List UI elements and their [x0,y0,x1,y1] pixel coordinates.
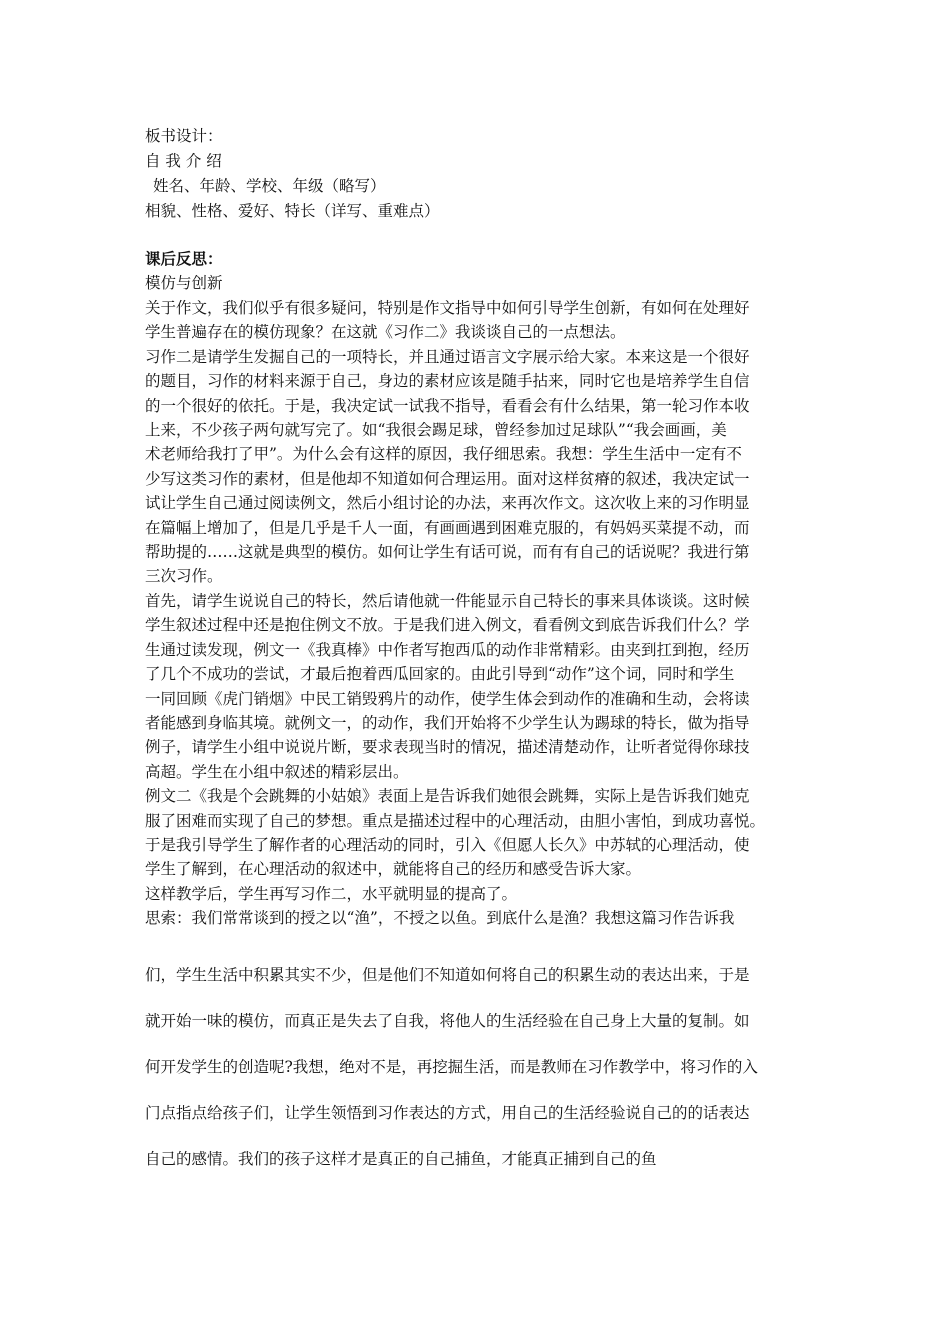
paragraph-5 [145,882,815,906]
board-design-title: 板书设计： [145,127,223,145]
text-line: 例子，请学生小组中说说片断，要求表现当时的情况，描述清楚动作，让听者觉得你球技 [145,738,750,757]
reflection-section [145,246,815,1182]
text-line: 门点指点给孩子们，让学生领悟到习作表达的方式，用自己的生活经验说自己的的话表达 [145,1104,750,1123]
text-line: 试让学生自己通过阅读例文，然后小组讨论的办法，来再次作文。这次收上来的习作明显 [145,494,750,513]
text-line: 帮助提的……这就是典型的模仿。如何让学生有话可说，而有有自己的话说呢？我进行第 [145,543,750,562]
document-page [145,124,815,1182]
text-line: 上来，不少孩子两句就写完了。如“我很会踢足球，曾经参加过足球队”“我会画画，美 [145,421,727,440]
text-line: 了几个不成功的尝试，才最后抱着西瓜回家的。由此引导到“动作”这个词，同时和学生 [145,665,735,684]
text-line: 的一个很好的依托。于是，我决定试一试我不指导，看看会有什么结果，第一轮习作本收 [145,396,750,415]
paragraph-6 [145,906,815,1182]
reflection-subtitle: 模仿与创新 [145,274,223,292]
text-line: 首先，请学生说说自己的特长，然后请他就一件能显示自己特长的事来具体谈谈。这时候 [145,591,750,610]
text-line: 服了困难而实现了自己的梦想。重点是描述过程中的心理活动，由胆小害怕，到成功喜悦。 [145,811,766,830]
text-line: 学生叙述过程中还是抱住例文不放。于是我们进入例文，看看例文到底告诉我们什么？学 [145,616,750,635]
paragraph-4 [145,784,815,882]
text-line: 三次习作。 [145,567,223,586]
text-line: 学生普遍存在的模仿现象？在这就《习作二》我谈谈自己的一点想法。 [145,323,626,342]
paragraph-3 [145,589,815,784]
text-line: 的题目，习作的材料来源于自己，身边的素材应该是随手拈来，同时它也是培养学生自信 [145,372,750,391]
reflection-title: 课后反思： [145,249,223,268]
text-line: 们，学生生活中积累其实不少，但是他们不知道如何将自己的积累生动的表达出来，于是 [145,966,750,985]
text-line: 自己的感情。我们的孩子这样才是真正的自己捕鱼，才能真正捕到自己的鱼 [145,1150,657,1169]
board-design-heading: 自 我 介 绍 [145,152,222,170]
text-line: 生通过读发现，例文一《我真棒》中作者写抱西瓜的动作非常精彩。由夹到扛到抱，经历 [145,640,750,659]
text-line: 何开发学生的创造呢?我想，绝对不是，再挖掘生活，而是教师在习作教学中，将习作的入 [145,1058,758,1077]
text-line: 这样教学后，学生再写习作二，水平就明显的提高了。 [145,884,518,903]
paragraph-2 [145,345,815,589]
text-line: 关于作文，我们似乎有很多疑问，特别是作文指导中如何引导学生创新，有如何在处理好 [145,299,750,317]
board-design-section [145,124,815,224]
text-line: 术老师给我打了甲”。为什么会有这样的原因，我仔细思索。我想：学生生活中一定有不 [145,445,742,464]
text-line: 一同回顾《虎门销烟》中民工销毁鸦片的动作，使学生体会到动作的准确和生动，会将读 [145,689,750,708]
text-line: 高超。学生在小组中叙述的精彩层出。 [145,762,409,781]
text-line: 在篇幅上增加了，但是几乎是千人一面，有画画遇到困难克服的，有妈妈买菜提不动，而 [145,518,750,537]
board-design-brief: 姓名、年龄、学校、年级（略写） [153,177,386,195]
text-line: 少写这类习作的素材，但是他却不知道如何合理运用。面对这样贫瘠的叙述，我决定试一 [145,469,750,488]
text-line: 学生了解到，在心理活动的叙述中，就能将自己的经历和感受告诉大家。 [145,860,642,879]
section-gap [145,224,815,246]
text-line: 者能感到身临其境。就例文一，的动作，我们开始将不少学生认为踢球的特长，做为指导 [145,713,750,732]
board-design-detail: 相貌、性格、爱好、特长（详写、重难点） [145,202,440,220]
text-line: 就开始一味的模仿，而真正是失去了自我，将他人的生活经验在自己身上大量的复制。如 [145,1012,750,1031]
text-line: 思索：我们常常谈到的授之以“渔”，不授之以鱼。到底什么是渔？我想这篇习作告诉我 [145,909,735,928]
text-line: 习作二是请学生发掘自己的一项特长，并且通过语言文字展示给大家。本来这是一个很好 [145,347,750,366]
text-line: 例文二《我是个会跳舞的小姑娘》表面上是告诉我们她很会跳舞，实际上是告诉我们她克 [145,787,750,806]
paragraph-1 [145,296,815,345]
text-line: 于是我引导学生了解作者的心理活动的同时，引入《但愿人长久》中苏轼的心理活动，使 [145,835,750,854]
